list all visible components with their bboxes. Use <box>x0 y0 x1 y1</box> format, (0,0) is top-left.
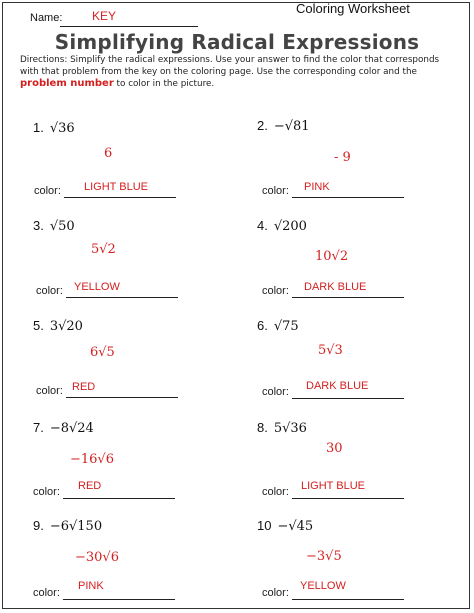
problem-number: 2. <box>257 118 268 133</box>
color-label-3: color: <box>36 285 63 297</box>
page-title: Simplifying Radical Expressions <box>54 30 420 54</box>
problem-number: 8. <box>257 420 268 435</box>
directions-highlight: problem number <box>20 78 114 89</box>
problem-4 <box>257 218 307 234</box>
color-label-6: color: <box>262 386 289 398</box>
color-label-4: color: <box>262 285 289 297</box>
problem-expression: −√81 <box>273 119 310 134</box>
problem-expression: √75 <box>273 319 299 334</box>
answer-2: - 9 <box>334 150 351 165</box>
color-line-9 <box>63 599 175 600</box>
answer-7: −16√6 <box>70 452 114 467</box>
color-line-10 <box>292 599 404 600</box>
color-value-10: YELLOW <box>300 580 346 592</box>
color-value-1: LIGHT BLUE <box>84 181 148 193</box>
problem-number: 5. <box>33 318 44 333</box>
problem-7 <box>33 420 94 436</box>
color-value-2: PINK <box>304 181 330 193</box>
problem-number: 9. <box>33 518 44 533</box>
problem-expression: √50 <box>49 219 75 234</box>
problem-expression: 5√36 <box>273 421 307 436</box>
problem-10 <box>257 518 313 534</box>
problem-number: 6. <box>257 318 268 333</box>
color-value-4: DARK BLUE <box>304 281 367 293</box>
name-value: KEY <box>92 9 117 23</box>
answer-1: 6 <box>104 146 113 161</box>
color-label-1: color: <box>34 185 61 197</box>
color-value-7: RED <box>78 480 102 492</box>
directions <box>20 54 460 90</box>
answer-6: 5√3 <box>318 343 343 358</box>
problem-expression: √36 <box>49 121 75 136</box>
answer-5: 6√5 <box>90 345 115 360</box>
problem-5 <box>33 318 83 334</box>
directions-text: Directions: Simplify the radical expressions. Use your answer to find the color that corresponds with that problem from the key on the coloring page. Use the corresponding color and the <box>20 55 440 77</box>
problem-number: 4. <box>257 218 268 233</box>
color-value-5: RED <box>72 381 96 393</box>
problem-expression: −√45 <box>277 519 314 534</box>
directions-text-end: to color in the picture. <box>113 79 215 89</box>
problem-number: 10 <box>257 518 272 533</box>
color-line-3 <box>66 297 178 298</box>
color-value-3: YELLOW <box>74 281 120 293</box>
answer-10: −3√5 <box>306 549 342 564</box>
answer-8: 30 <box>326 441 343 456</box>
color-line-1 <box>64 197 176 198</box>
color-line-7 <box>63 498 175 499</box>
color-line-2 <box>292 197 404 198</box>
problem-expression: √200 <box>273 219 307 234</box>
problem-8 <box>257 420 307 436</box>
color-label-7: color: <box>33 486 60 498</box>
problem-1 <box>33 120 75 136</box>
problem-2 <box>257 118 310 134</box>
problem-expression: −8√24 <box>49 421 94 436</box>
color-value-8: LIGHT BLUE <box>301 480 365 492</box>
problem-9 <box>33 518 102 534</box>
color-line-8 <box>292 498 404 499</box>
problem-number: 7. <box>33 420 44 435</box>
problem-expression: 3√20 <box>49 319 83 334</box>
answer-3: 5√2 <box>91 242 116 257</box>
name-line <box>60 26 198 27</box>
color-value-9: PINK <box>78 580 104 592</box>
color-label-10: color: <box>262 587 289 599</box>
color-line-4 <box>292 297 404 298</box>
problem-expression: −6√150 <box>49 519 103 534</box>
answer-9: −30√6 <box>75 550 119 565</box>
color-label-5: color: <box>36 385 63 397</box>
problem-6 <box>257 318 299 334</box>
color-label-9: color: <box>33 587 60 599</box>
color-label-2: color: <box>262 185 289 197</box>
problem-number: 1. <box>33 120 44 135</box>
problem-number: 3. <box>33 218 44 233</box>
color-label-8: color: <box>262 486 289 498</box>
worksheet-label: Coloring Worksheet <box>296 1 410 16</box>
answer-4: 10√2 <box>315 249 349 264</box>
color-line-6 <box>292 398 404 399</box>
color-value-6: DARK BLUE <box>306 380 369 392</box>
name-label: Name: <box>30 12 63 24</box>
color-line-5 <box>66 397 178 398</box>
problem-3 <box>33 218 75 234</box>
